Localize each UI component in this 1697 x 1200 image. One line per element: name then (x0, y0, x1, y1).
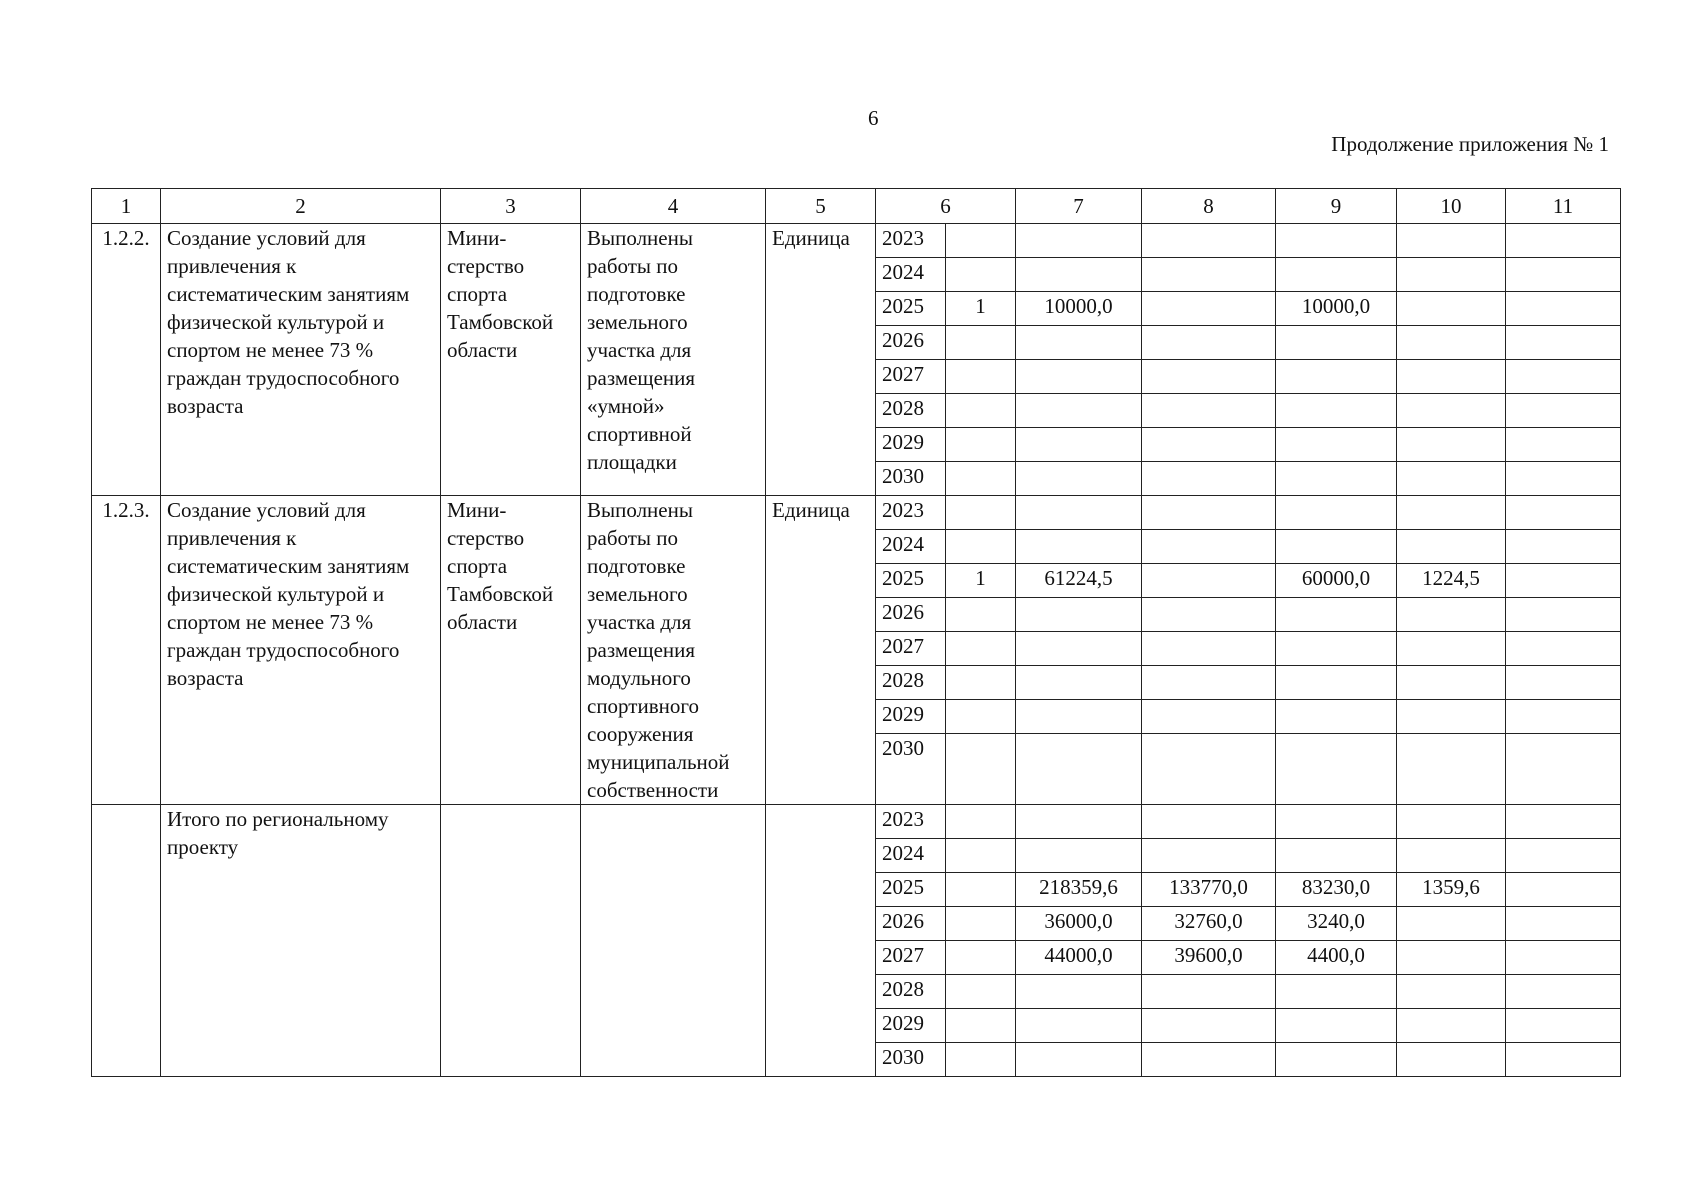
indicator-value-cell (946, 530, 1016, 564)
amount-cell-10 (1397, 530, 1506, 564)
amount-cell-8: 39600,0 (1142, 941, 1276, 975)
amount-cell-10 (1397, 839, 1506, 873)
amount-cell-10 (1397, 360, 1506, 394)
row-number-cell: 1.2.2. (92, 224, 161, 496)
amount-cell-11 (1506, 258, 1621, 292)
amount-cell-8 (1142, 632, 1276, 666)
amount-cell-9 (1276, 496, 1397, 530)
indicator-value-cell (946, 941, 1016, 975)
year-cell: 2025 (876, 292, 946, 326)
amount-cell-7 (1016, 530, 1142, 564)
amount-cell-7 (1016, 462, 1142, 496)
amount-cell-11 (1506, 632, 1621, 666)
amount-cell-11 (1506, 907, 1621, 941)
amount-cell-8 (1142, 530, 1276, 564)
amount-cell-7: 44000,0 (1016, 941, 1142, 975)
indicator-value-cell (946, 462, 1016, 496)
indicator-value-cell (946, 360, 1016, 394)
amount-cell-9: 3240,0 (1276, 907, 1397, 941)
amount-cell-10 (1397, 258, 1506, 292)
year-cell: 2023 (876, 805, 946, 839)
table-header-row (92, 189, 1621, 224)
header-cell: 8 (1142, 189, 1276, 224)
responsible-cell: Мини- стерство спорта Тамбовской области (441, 496, 581, 805)
amount-cell-7 (1016, 394, 1142, 428)
amount-cell-11 (1506, 326, 1621, 360)
amount-cell-7: 36000,0 (1016, 907, 1142, 941)
amount-cell-10 (1397, 1043, 1506, 1077)
amount-cell-11 (1506, 975, 1621, 1009)
year-cell: 2023 (876, 224, 946, 258)
amount-cell-10 (1397, 326, 1506, 360)
amount-cell-11 (1506, 839, 1621, 873)
table-body (92, 189, 1621, 1077)
amount-cell-9 (1276, 734, 1397, 805)
amount-cell-11 (1506, 530, 1621, 564)
amount-cell-10 (1397, 734, 1506, 805)
amount-cell-7 (1016, 1043, 1142, 1077)
amount-cell-9 (1276, 326, 1397, 360)
indicator-value-cell (946, 734, 1016, 805)
amount-cell-11 (1506, 1009, 1621, 1043)
indicator-value-cell (946, 428, 1016, 462)
indicator-value-cell (946, 805, 1016, 839)
indicator-value-cell (946, 666, 1016, 700)
amount-cell-8 (1142, 734, 1276, 805)
amount-cell-8 (1142, 700, 1276, 734)
amount-cell-10 (1397, 292, 1506, 326)
amount-cell-8 (1142, 292, 1276, 326)
amount-cell-10 (1397, 496, 1506, 530)
indicator-value-cell (946, 598, 1016, 632)
indicator-value-cell (946, 1043, 1016, 1077)
amount-cell-9 (1276, 805, 1397, 839)
indicator-value-cell (946, 326, 1016, 360)
year-cell: 2028 (876, 975, 946, 1009)
header-cell: 4 (581, 189, 766, 224)
result-cell: Выполнены работы по подготовке земельного участка для размещения модульного спортивного сооружения муниципальной собственности (581, 496, 766, 805)
amount-cell-7: 10000,0 (1016, 292, 1142, 326)
amount-cell-7 (1016, 224, 1142, 258)
amount-cell-8 (1142, 258, 1276, 292)
amount-cell-8 (1142, 805, 1276, 839)
amount-cell-7 (1016, 360, 1142, 394)
amount-cell-9: 10000,0 (1276, 292, 1397, 326)
year-cell: 2028 (876, 666, 946, 700)
amount-cell-11 (1506, 734, 1621, 805)
indicator-value-cell (946, 394, 1016, 428)
year-cell: 2025 (876, 564, 946, 598)
measure-name-cell: Создание условий для привлечения к систематическим занятиям физической культурой и спортом не менее 73 % граждан трудоспособного возраста (161, 496, 441, 805)
responsible-cell: Мини- стерство спорта Тамбовской области (441, 224, 581, 496)
header-cell: 1 (92, 189, 161, 224)
amount-cell-11 (1506, 700, 1621, 734)
amount-cell-10 (1397, 598, 1506, 632)
amount-cell-7 (1016, 975, 1142, 1009)
amount-cell-9: 4400,0 (1276, 941, 1397, 975)
year-cell: 2026 (876, 907, 946, 941)
amount-cell-7 (1016, 734, 1142, 805)
amount-cell-10 (1397, 394, 1506, 428)
indicator-value-cell (946, 632, 1016, 666)
indicator-value-cell (946, 975, 1016, 1009)
header-cell: 5 (766, 189, 876, 224)
year-cell: 2030 (876, 1043, 946, 1077)
unit-cell: Единица (766, 496, 876, 805)
amount-cell-10 (1397, 224, 1506, 258)
amount-cell-8: 133770,0 (1142, 873, 1276, 907)
indicator-value-cell (946, 224, 1016, 258)
year-cell: 2029 (876, 1009, 946, 1043)
row-number-cell (92, 805, 161, 1077)
year-cell: 2025 (876, 873, 946, 907)
year-cell: 2026 (876, 598, 946, 632)
result-cell: Выполнены работы по подготовке земельного участка для размещения «умной» спортивной площадки (581, 224, 766, 496)
amount-cell-9 (1276, 1043, 1397, 1077)
amount-cell-8 (1142, 666, 1276, 700)
year-cell: 2030 (876, 462, 946, 496)
amount-cell-9 (1276, 598, 1397, 632)
amount-cell-11 (1506, 428, 1621, 462)
year-cell: 2023 (876, 496, 946, 530)
year-cell: 2026 (876, 326, 946, 360)
result-cell (581, 805, 766, 1077)
amount-cell-8 (1142, 224, 1276, 258)
indicator-value-cell (946, 839, 1016, 873)
amount-cell-10 (1397, 462, 1506, 496)
amount-cell-9 (1276, 632, 1397, 666)
amount-cell-11 (1506, 360, 1621, 394)
amount-cell-10 (1397, 700, 1506, 734)
responsible-cell (441, 805, 581, 1077)
header-cell: 7 (1016, 189, 1142, 224)
amount-cell-10: 1359,6 (1397, 873, 1506, 907)
amount-cell-10 (1397, 907, 1506, 941)
amount-cell-10 (1397, 666, 1506, 700)
amount-cell-11 (1506, 598, 1621, 632)
amount-cell-10 (1397, 941, 1506, 975)
amount-cell-11 (1506, 564, 1621, 598)
table-row (92, 224, 1621, 258)
amount-cell-7 (1016, 258, 1142, 292)
amount-cell-11 (1506, 805, 1621, 839)
amount-cell-8 (1142, 839, 1276, 873)
year-cell: 2029 (876, 428, 946, 462)
amount-cell-10: 1224,5 (1397, 564, 1506, 598)
amount-cell-8 (1142, 1043, 1276, 1077)
amount-cell-10 (1397, 428, 1506, 462)
amount-cell-7: 218359,6 (1016, 873, 1142, 907)
header-cell: 3 (441, 189, 581, 224)
amount-cell-8 (1142, 564, 1276, 598)
measure-name-cell: Создание условий для привлечения к систематическим занятиям физической культурой и спортом не менее 73 % граждан трудоспособного возраста (161, 224, 441, 496)
amount-cell-11 (1506, 1043, 1621, 1077)
year-cell: 2030 (876, 734, 946, 805)
amount-cell-7 (1016, 839, 1142, 873)
amount-cell-11 (1506, 666, 1621, 700)
measure-name-cell: Итого по региональному проекту (161, 805, 441, 1077)
indicator-value-cell: 1 (946, 292, 1016, 326)
header-cell: 6 (876, 189, 1016, 224)
amount-cell-9: 60000,0 (1276, 564, 1397, 598)
unit-cell: Единица (766, 224, 876, 496)
amount-cell-11 (1506, 496, 1621, 530)
amount-cell-11 (1506, 224, 1621, 258)
amount-cell-8 (1142, 428, 1276, 462)
year-cell: 2024 (876, 530, 946, 564)
amount-cell-8 (1142, 394, 1276, 428)
amount-cell-8: 32760,0 (1142, 907, 1276, 941)
amount-cell-10 (1397, 632, 1506, 666)
amount-cell-11 (1506, 462, 1621, 496)
amount-cell-11 (1506, 941, 1621, 975)
amount-cell-9 (1276, 1009, 1397, 1043)
indicator-value-cell: 1 (946, 564, 1016, 598)
header-cell: 9 (1276, 189, 1397, 224)
report-table (91, 188, 1621, 1077)
amount-cell-7 (1016, 666, 1142, 700)
amount-cell-9 (1276, 975, 1397, 1009)
amount-cell-9 (1276, 360, 1397, 394)
amount-cell-9 (1276, 462, 1397, 496)
amount-cell-7: 61224,5 (1016, 564, 1142, 598)
amount-cell-9 (1276, 530, 1397, 564)
year-cell: 2027 (876, 941, 946, 975)
amount-cell-10 (1397, 1009, 1506, 1043)
row-number-cell: 1.2.3. (92, 496, 161, 805)
header-cell: 2 (161, 189, 441, 224)
amount-cell-8 (1142, 360, 1276, 394)
amount-cell-9 (1276, 258, 1397, 292)
table-row (92, 805, 1621, 839)
indicator-value-cell (946, 1009, 1016, 1043)
amount-cell-7 (1016, 428, 1142, 462)
amount-cell-7 (1016, 326, 1142, 360)
unit-cell (766, 805, 876, 1077)
year-cell: 2024 (876, 839, 946, 873)
indicator-value-cell (946, 496, 1016, 530)
amount-cell-9 (1276, 428, 1397, 462)
amount-cell-7 (1016, 700, 1142, 734)
amount-cell-8 (1142, 496, 1276, 530)
amount-cell-10 (1397, 805, 1506, 839)
amount-cell-11 (1506, 873, 1621, 907)
amount-cell-9 (1276, 839, 1397, 873)
year-cell: 2028 (876, 394, 946, 428)
amount-cell-10 (1397, 975, 1506, 1009)
year-cell: 2027 (876, 632, 946, 666)
indicator-value-cell (946, 907, 1016, 941)
year-cell: 2029 (876, 700, 946, 734)
amount-cell-9 (1276, 666, 1397, 700)
header-cell: 11 (1506, 189, 1621, 224)
amount-cell-7 (1016, 496, 1142, 530)
amount-cell-8 (1142, 1009, 1276, 1043)
amount-cell-11 (1506, 292, 1621, 326)
indicator-value-cell (946, 258, 1016, 292)
page-number: 6 (868, 106, 879, 130)
amount-cell-8 (1142, 462, 1276, 496)
amount-cell-9 (1276, 224, 1397, 258)
indicator-value-cell (946, 873, 1016, 907)
amount-cell-7 (1016, 805, 1142, 839)
header-cell: 10 (1397, 189, 1506, 224)
amount-cell-8 (1142, 326, 1276, 360)
amount-cell-7 (1016, 632, 1142, 666)
year-cell: 2024 (876, 258, 946, 292)
amount-cell-9 (1276, 394, 1397, 428)
appendix-continuation-note: Продолжение приложения № 1 (1331, 132, 1609, 156)
amount-cell-7 (1016, 1009, 1142, 1043)
amount-cell-9: 83230,0 (1276, 873, 1397, 907)
year-cell: 2027 (876, 360, 946, 394)
indicator-value-cell (946, 700, 1016, 734)
amount-cell-7 (1016, 598, 1142, 632)
table-row (92, 496, 1621, 530)
amount-cell-11 (1506, 394, 1621, 428)
amount-cell-8 (1142, 598, 1276, 632)
amount-cell-9 (1276, 700, 1397, 734)
amount-cell-8 (1142, 975, 1276, 1009)
